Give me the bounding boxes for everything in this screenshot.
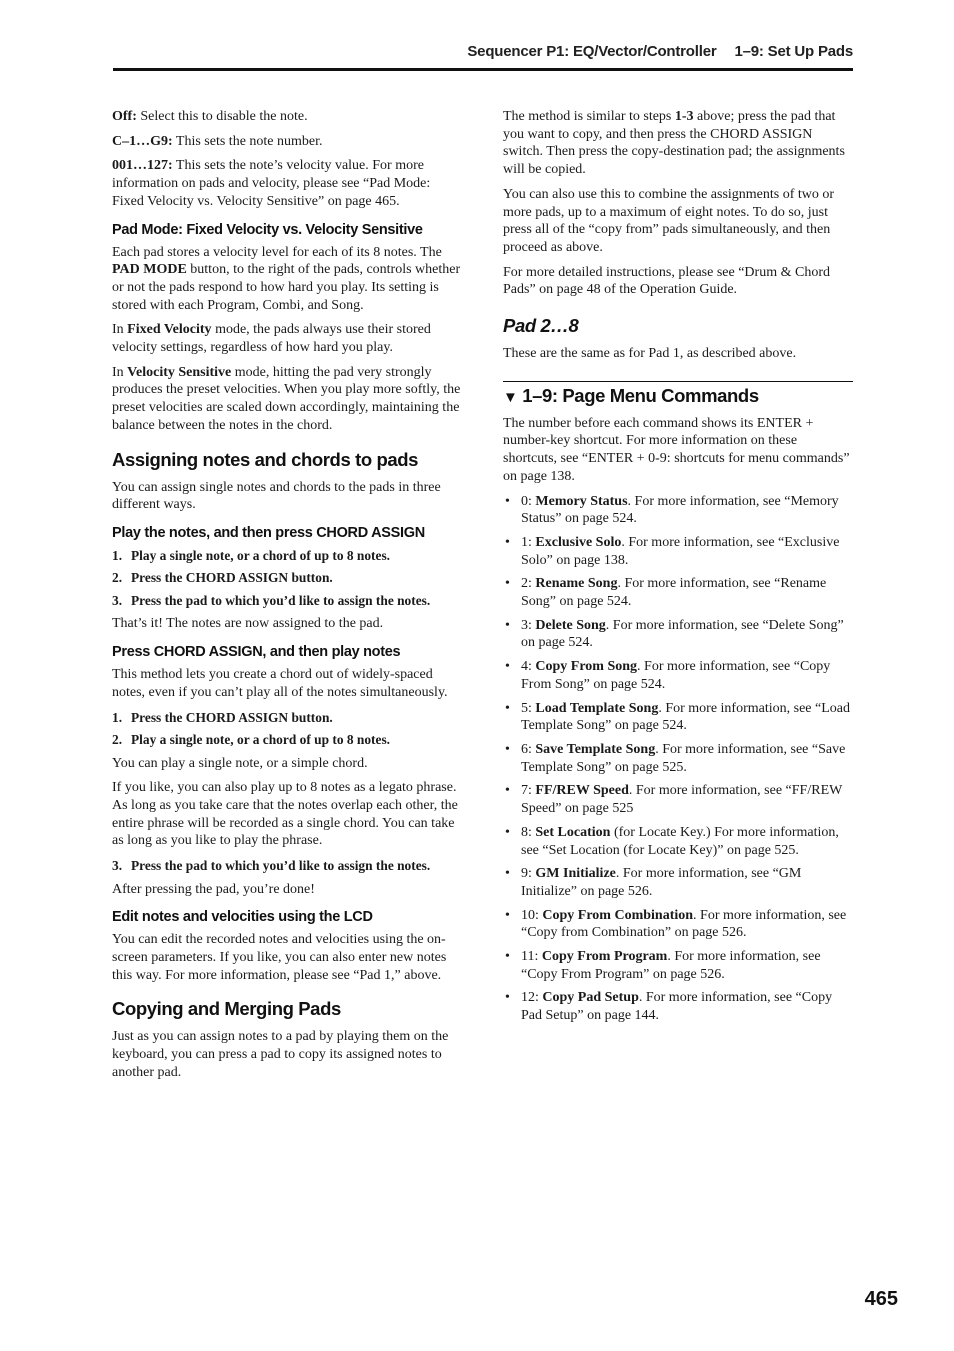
pad-mode-paragraph-2: In Fixed Velocity mode, the pads always use their stored velocity settings, regardless of how hard you play. [112, 322, 431, 356]
running-head-subsection: 1–9: Set Up Pads [734, 43, 853, 60]
heading-pad-mode: Pad Mode: Fixed Velocity vs. Velocity Sensitive [112, 221, 423, 238]
copy-text: Just as you can assign notes to a pad by playing them on the keyboard, you can press a pad to copy its assigned notes to another pad. [112, 1029, 449, 1080]
heading-assigning-notes: Assigning notes and chords to pads [112, 448, 419, 470]
param-off: Off: Select this to disable the note. [112, 109, 308, 124]
page-number: 465 [864, 1288, 898, 1310]
assign-intro: You can assign single notes and chords to the pads in three different ways. [112, 479, 441, 513]
bullet-icon: • [505, 783, 510, 799]
bullet-icon: • [505, 866, 510, 882]
bullet-icon: • [505, 617, 510, 633]
bullet-icon: • [505, 534, 510, 550]
play-done: That’s it! The notes are now assigned to the pad. [112, 616, 384, 632]
bullet-icon: • [505, 824, 510, 840]
press-legato: If you like, you can also play up to 8 notes as a legato phrase. As long as you take care that the notes overlap each other, the entire phrase will be recorded as a single chord. You can take as long as you like to play the phrase. [112, 780, 458, 849]
menu-intro: The number before each command shows its ENTER + number-key shortcut. For more information on these shortcuts, see “ENTER + 0-9: shortcuts for menu commands” on page 138. [503, 415, 850, 484]
list-item: • 11: Copy From Program. For more information, see “Copy From Program” on page 526. [505, 949, 821, 982]
page-header [113, 40, 853, 71]
press-intro: This method lets you create a chord out of widely-spaced notes, even if you can’t play all of the notes simultaneously. [112, 667, 448, 700]
bullet-icon: • [505, 659, 510, 675]
list-item: • 8: Set Location (for Locate Key.) For more information, see “Set Location (for Locate Key)” on page 525. [505, 824, 839, 858]
list-item: • 3: Delete Song. For more information, see “Delete Song” on page 524. [505, 617, 844, 651]
bullet-icon: • [505, 949, 510, 965]
bullet-icon: • [505, 576, 510, 592]
step-item: 2. Play a single note, or a chord of up to 8 notes. [112, 732, 391, 748]
combine-text: You can also use this to combine the assignments of two or more pads, up to a maximum of eight notes. To do so, just press all of the “copy from” pads simultaneously, and then proceed as above. [503, 186, 835, 255]
menu-commands-list [503, 493, 853, 1025]
pad-mode-paragraph-3: In Velocity Sensitive mode, hitting the pad very strongly produces the preset velocities. When you play more softly, the preset velocities are scaled down accordingly, maintaining the balance between the notes in the chord. [112, 364, 461, 433]
param-velocity: 001…127: This sets the note’s velocity value. For more information on pads and velocity, please see “Pad Mode: Fixed Velocity vs. Velocity Sensitive” on page 465. [112, 158, 431, 209]
running-head [467, 43, 853, 60]
step-item: 3. Press the pad to which you’d like to assign the notes. [112, 592, 431, 608]
list-item: • 5: Load Template Song. For more information, see “Load Template Song” on page 524. [505, 700, 850, 734]
running-head-section: Sequencer P1: EQ/Vector/Controller [467, 43, 717, 60]
press-done: After pressing the pad, you’re done! [112, 881, 315, 897]
triangle-icon: ▼ [503, 388, 518, 406]
step-item: 1. Press the CHORD ASSIGN button. [112, 709, 333, 725]
list-item: • 7: FF/REW Speed. For more information, see “FF/REW Speed” on page 525 [505, 783, 843, 817]
list-item: • 6: Save Template Song. For more information, see “Save Template Song” on page 525. [505, 741, 846, 775]
step-item: 3. Press the pad to which you’d like to assign the notes. [112, 858, 431, 874]
list-item: • 0: Memory Status. For more information, see “Memory Status” on page 524. [505, 493, 839, 527]
press-single-note: You can play a single note, or a simple chord. [112, 755, 368, 771]
pad-2-8-text: These are the same as for Pad 1, as described above. [503, 346, 797, 362]
heading-pad-2-8: Pad 2…8 [503, 315, 579, 337]
bullet-icon: • [505, 493, 510, 509]
step-item: 1. Play a single note, or a chord of up to 8 notes. [112, 547, 391, 563]
press-steps-list [112, 709, 462, 749]
detail-text: For more detailed instructions, please see “Drum & Chord Pads” on page 48 of the Operation Guide. [503, 264, 830, 298]
edit-text: You can edit the recorded notes and velocities using the on-screen parameters. If you like, you can also enter new notes this way. For more information, please see “Pad 1,” above. [112, 932, 447, 983]
list-item: • 9: GM Initialize. For more information, see “GM Initialize” on page 526. [505, 866, 802, 899]
bullet-icon: • [505, 990, 510, 1006]
play-steps-list [112, 547, 462, 610]
copy-method: The method is similar to steps 1-3 above; press the pad that you want to copy, and then press the CHORD ASSIGN switch. Then press the copy-destination pad; the assignments will be copied. [503, 109, 845, 178]
heading-edit-lcd: Edit notes and velocities using the LCD [112, 909, 373, 926]
pad-mode-paragraph-1: Each pad stores a velocity level for each of its 8 notes. The PAD MODE button, to the right of the pads, controls whether or not the pads respond to how hard you play. Its setting is stored with each Program, Combi, and Song. [112, 244, 461, 313]
bullet-icon: • [505, 907, 510, 923]
list-item: • 12: Copy Pad Setup. For more information, see “Copy Pad Setup” on page 144. [505, 990, 833, 1024]
step-item: 2. Press the CHORD ASSIGN button. [112, 570, 333, 586]
press-step-3-list [112, 857, 462, 875]
list-item: • 4: Copy From Song. For more information, see “Copy From Song” on page 524. [505, 659, 831, 692]
bullet-icon: • [505, 741, 510, 757]
list-item: • 1: Exclusive Solo. For more information, see “Exclusive Solo” on page 138. [505, 534, 840, 568]
heading-play-then-assign: Play the notes, and then press CHORD ASSIGN [112, 524, 425, 541]
right-column [503, 108, 853, 1031]
param-note-number: C–1…G9: This sets the note number. [112, 133, 323, 149]
bullet-icon: • [505, 700, 510, 716]
left-column [112, 108, 462, 1089]
list-item: • 2: Rename Song. For more information, see “Rename Song” on page 524. [505, 576, 827, 610]
heading-assign-then-play: Press CHORD ASSIGN, and then play notes [112, 644, 401, 661]
heading-page-menu-commands: ▼ 1–9: Page Menu Commands [503, 381, 853, 407]
list-item: • 10: Copy From Combination. For more information, see “Copy from Combination” on page 526. [505, 907, 847, 941]
heading-copying-merging: Copying and Merging Pads [112, 998, 341, 1020]
